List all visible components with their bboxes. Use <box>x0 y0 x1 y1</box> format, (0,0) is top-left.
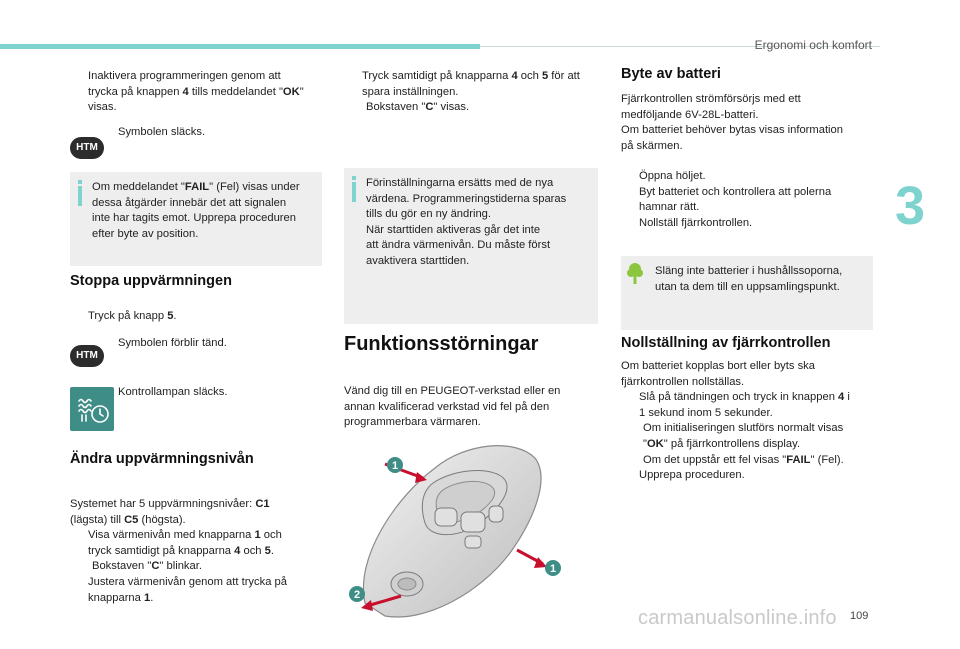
eco-note-battery-disposal: Släng inte batterier i hushållssoporna, utan ta dem till en uppsamlingspunkt. <box>621 256 873 330</box>
bullet-save-setting: Tryck samtidigt på knapparna 4 och 5 för att spara inställningen. Bokstaven "C" visas. <box>362 70 580 114</box>
heater-timer-lamp-icon <box>70 387 114 431</box>
lamp-off-text: Kontrollampan släcks. <box>118 386 228 398</box>
bullet-disable-programming: Inaktivera programmeringen genom att trycka på knappen 4 tills meddelandet "OK" visas. <box>88 70 304 114</box>
info-note-presets: Förinställningarna ersätts med de nya värdena. Programmeringstiderna sparas tills du gör en ny ändring. När starttiden aktiveras går det inte att ändra värmenivån. Du måste först avaktivera starttiden. <box>344 168 598 324</box>
header-accent-bar <box>0 44 480 49</box>
htm-symbol-off-text: Symbolen släcks. <box>118 126 206 138</box>
heading-malfunctions: Funktionsstörningar <box>344 333 539 355</box>
heating-levels-paragraph: Systemet har 5 uppvärmningsnivåer: C1 (lägsta) till C5 (högsta). Visa värmenivån med knapparna 1 och tryck samtidigt på knapparna 4 och 5. Bokstaven "C" blinkar. Justera värmenivån genom att trycka på knapparna 1. <box>70 498 287 604</box>
callout-1-right: 1 <box>549 563 557 575</box>
remote-control-illustration <box>345 438 585 618</box>
tree-eco-icon <box>627 262 643 288</box>
htm-icon: HTM <box>70 345 104 367</box>
section-title: Ergonomi och komfort <box>754 38 872 52</box>
heading-battery-replacement: Byte av batteri <box>621 66 721 82</box>
htm-symbol-on-text: Symbolen förblir tänd. <box>118 337 227 349</box>
battery-steps-list: Öppna höljet. Byt batteriet och kontrollera att polerna hamnar rätt. Nollställ fjärrkontrollen. <box>639 170 832 229</box>
heading-change-heating-level: Ändra uppvärmningsnivån <box>70 451 254 467</box>
watermark-text: carmanualsonline.info <box>638 607 837 629</box>
callout-2: 2 <box>353 589 361 601</box>
heading-remote-reset: Nollställning av fjärrkontrollen <box>621 335 831 351</box>
info-note-fail: Om meddelandet "FAIL" (Fel) visas under dessa åtgärder innebär det att signalen inte har tagits emot. Upprepa proceduren efter byte av position. <box>70 172 322 266</box>
info-icon <box>352 176 356 206</box>
page-number: 109 <box>850 610 869 622</box>
remote-reset-paragraph: Om batteriet kopplas bort eller byts ska fjärrkontrollen nollställas. Slå på tändningen och tryck in knappen 4 i 1 sekund inom 5 sekunder. Om initialiseringen slutförs normalt visas "OK" på fjärrkontrollens display. Om det uppstår ett fel visas "FAIL" (Fel). Upprepa proceduren. <box>621 360 850 482</box>
heading-stop-heating: Stoppa uppvärmningen <box>70 273 232 289</box>
htm-icon: HTM <box>70 137 104 159</box>
callout-1-top: 1 <box>391 460 399 472</box>
info-icon <box>78 180 82 210</box>
bullet-press-button-5: Tryck på knapp 5. <box>88 310 177 322</box>
chapter-number: 3 <box>895 176 926 236</box>
battery-paragraph: Fjärrkontrollen strömförsörjs med ett medföljande 6V-28L-batteri. Om batteriet behöver bytas visas information på skärmen. <box>621 93 843 152</box>
malfunctions-paragraph: Vänd dig till en PEUGEOT-verkstad eller en annan kvalificerad verkstad vid fel på den programmerbara värmaren. <box>344 385 561 429</box>
